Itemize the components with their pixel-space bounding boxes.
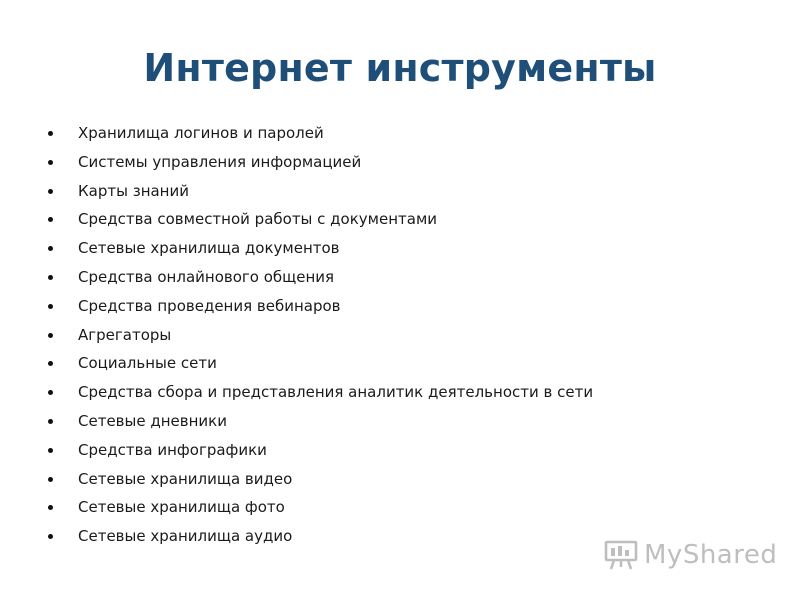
- bullet-item: [46, 407, 746, 436]
- bullet-icon: [48, 361, 53, 366]
- bullet-text: Социальные сети: [78, 354, 217, 373]
- presentation-board-icon: [604, 539, 638, 571]
- bullet-icon: [48, 448, 53, 453]
- bullet-text: Карты знаний: [78, 181, 189, 200]
- bullet-icon: [48, 275, 53, 280]
- bullet-icon: [48, 333, 53, 338]
- bullet-icon: [48, 131, 53, 136]
- bullet-text: Средства совместной работы с документами: [78, 210, 438, 229]
- bullet-icon: [48, 505, 53, 510]
- bullet-icon: [48, 160, 53, 165]
- watermark-logo: [604, 537, 777, 573]
- bullet-item: [46, 493, 746, 522]
- watermark-text: MyShared: [644, 540, 778, 570]
- bullet-text: Средства сбора и представления аналитик деятельности в сети: [78, 383, 594, 402]
- bullet-icon: [48, 419, 53, 424]
- bullet-item: [46, 234, 746, 263]
- bullet-item: [46, 148, 746, 177]
- slide-title: Интернет инструменты: [143, 46, 657, 90]
- bullet-item: [46, 436, 746, 465]
- bullet-text: Сетевые дневники: [78, 411, 227, 430]
- bullet-text: Агрегаторы: [78, 325, 172, 344]
- bullet-text: Сетевые хранилища видео: [78, 469, 293, 488]
- bullet-text: Хранилища логинов и паролей: [78, 124, 324, 142]
- bullet-item: [46, 119, 746, 148]
- bullet-item: [46, 263, 746, 292]
- bullet-text: Системы управления информацией: [78, 152, 362, 171]
- bullet-text: Средства инфографики: [78, 440, 267, 459]
- bullet-item: [46, 378, 746, 407]
- bullet-item: [46, 321, 746, 350]
- bullet-item: [46, 177, 746, 206]
- bullet-text: Сетевые хранилища фото: [78, 498, 285, 517]
- bullet-icon: [48, 304, 53, 309]
- bullet-item: [46, 465, 746, 494]
- bullet-text: Сетевые хранилища аудио: [78, 527, 293, 546]
- bullet-icon: [48, 390, 53, 395]
- bullet-text: Сетевые хранилища документов: [78, 239, 340, 258]
- bullet-item: [46, 205, 746, 234]
- bullet-icon: [48, 189, 53, 194]
- bullet-text: Средства проведения вебинаров: [78, 296, 341, 315]
- bullet-icon: [48, 246, 53, 251]
- bullet-item: [46, 349, 746, 378]
- bullet-icon: [48, 217, 53, 222]
- bullet-text: Средства онлайнового общения: [78, 267, 335, 286]
- bullet-item: [46, 292, 746, 321]
- bullet-list: [46, 119, 746, 551]
- bullet-icon: [48, 477, 53, 482]
- bullet-icon: [48, 534, 53, 539]
